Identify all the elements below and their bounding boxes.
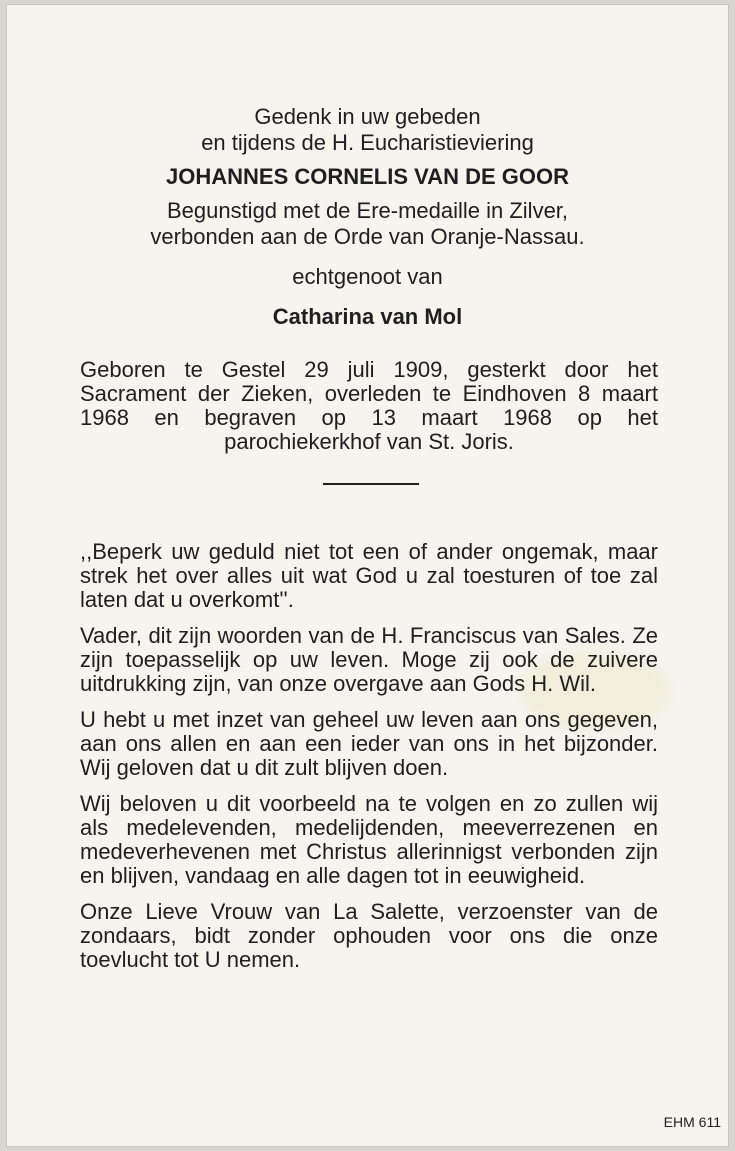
prayer-paragraph: ,,Beperk uw geduld niet tot een of ander ongemak, maar strek het over alles uit wat God u zal toesturen of toe zal laten dat u overkomt''. [80,539,658,612]
spouse-intro: echtgenoot van [292,264,443,289]
printer-code: EHM 611 [663,1114,721,1130]
card-header [0,104,735,330]
divider-line [323,483,419,485]
prayer-text [80,540,658,984]
header-line-1: Gedenk in uw gebeden [254,104,481,129]
prayer-paragraph: Vader, dit zijn woorden van de H. Franciscus van Sales. Ze zijn toepasselijk op uw leven. Moge zij ook de zuivere uitdrukking zijn, van onze overgave aan Gods H. Wil. [80,623,658,696]
prayer-paragraph: Wij beloven u dit voorbeeld na te volgen en zo zullen wij als medelevenden, medelijdenden, meeverrezenen en medeverhevenen met Christus allerinnigst verbonden zijn en blijven, vandaag en alle dagen tot in eeuwigheid. [80,791,658,888]
header-line-2: en tijdens de H. Eucharistieviering [201,130,534,155]
prayer-paragraph: Onze Lieve Vrouw van La Salette, verzoenster van de zondaars, bidt zonder ophouden voor ons die onze toevlucht tot U nemen. [80,899,658,972]
honor-line-2: verbonden aan de Orde van Oranje-Nassau. [150,224,585,249]
deceased-name: JOHANNES CORNELIS VAN DE GOOR [166,164,569,189]
honor-line-1: Begunstigd met de Ere-medaille in Zilver, [166,198,569,223]
biography-paragraph: Geboren te Gestel 29 juli 1909, gesterkt door het Sacrament der Zieken, overleden te Eindhoven 8 maart 1968 en begraven op 13 maart 1968 op het parochiekerkhof van St. Joris. [80,357,658,454]
prayer-paragraph: U hebt u met inzet van geheel uw leven aan ons gegeven, aan ons allen en aan een ieder van ons in het bijzonder. Wij geloven dat u dit zult blijven doen. [80,707,658,780]
spouse-name: Catharina van Mol [272,304,463,329]
